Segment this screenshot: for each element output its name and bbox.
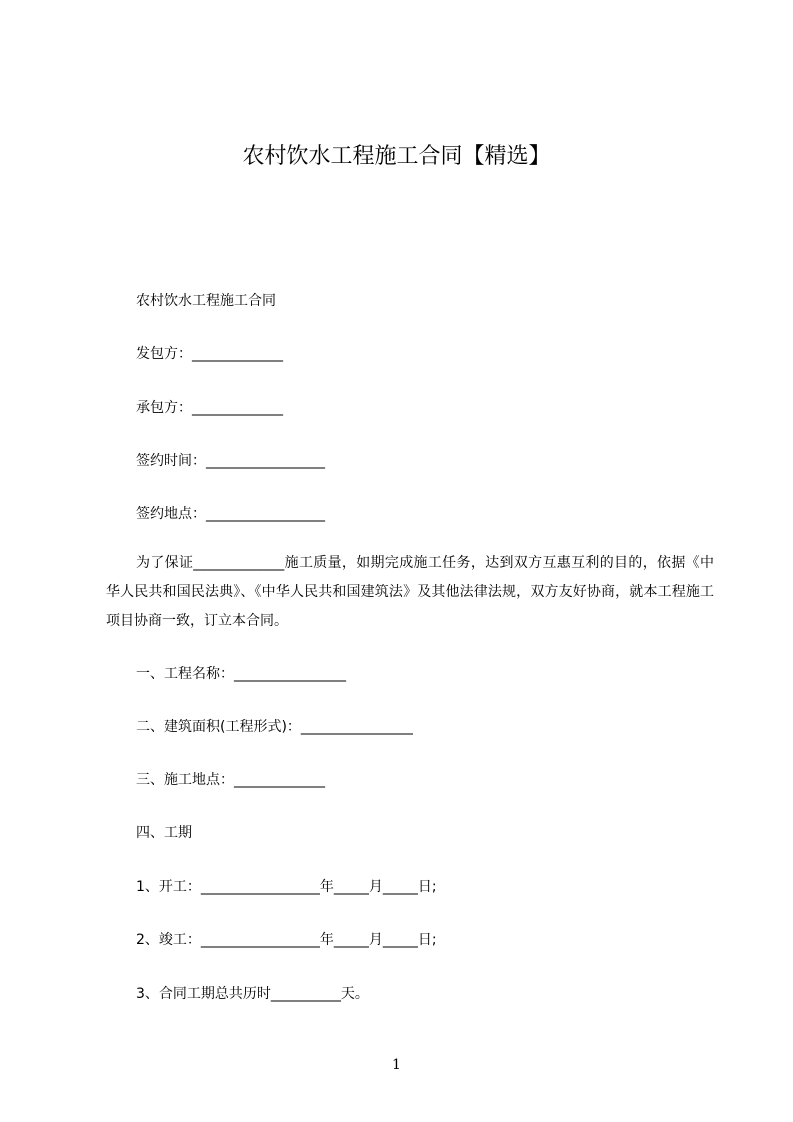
document-title: 农村饮水工程施工合同【精选】 [242, 144, 551, 169]
total-duration-field: 3、合同工期总共历时__________天。 [136, 986, 369, 1002]
party-b-field: 承包方：_____________ [136, 400, 283, 416]
clause-construction-site: 三、施工地点：_____________ [136, 772, 325, 788]
start-date-field: 1、开工：_________________年_____月_____日; [136, 879, 437, 895]
sign-time-field: 签约时间：_________________ [136, 453, 325, 469]
page-number: 1 [392, 1057, 401, 1073]
party-a-field: 发包方：_____________ [136, 346, 283, 362]
clause-building-area: 二、建筑面积(工程形式)：________________ [136, 719, 413, 735]
clause-project-name: 一、工程名称：________________ [136, 666, 346, 682]
contract-subtitle: 农村饮水工程施工合同 [136, 293, 276, 309]
intro-paragraph: 为了保证_____________施工质量，如期完成施工任务，达到双方互惠互利的目的，依据《中华人民共和国民法典》、《中华人民共和国建筑法》及其他法律法规，双方友好协商，就本工程施工项目协商一致，订立本合同。 [106, 555, 714, 629]
clause-duration-heading: 四、工期 [136, 825, 192, 841]
completion-date-field: 2、竣工：_________________年_____月_____日; [136, 932, 437, 948]
sign-place-field: 签约地点：_________________ [136, 506, 325, 522]
